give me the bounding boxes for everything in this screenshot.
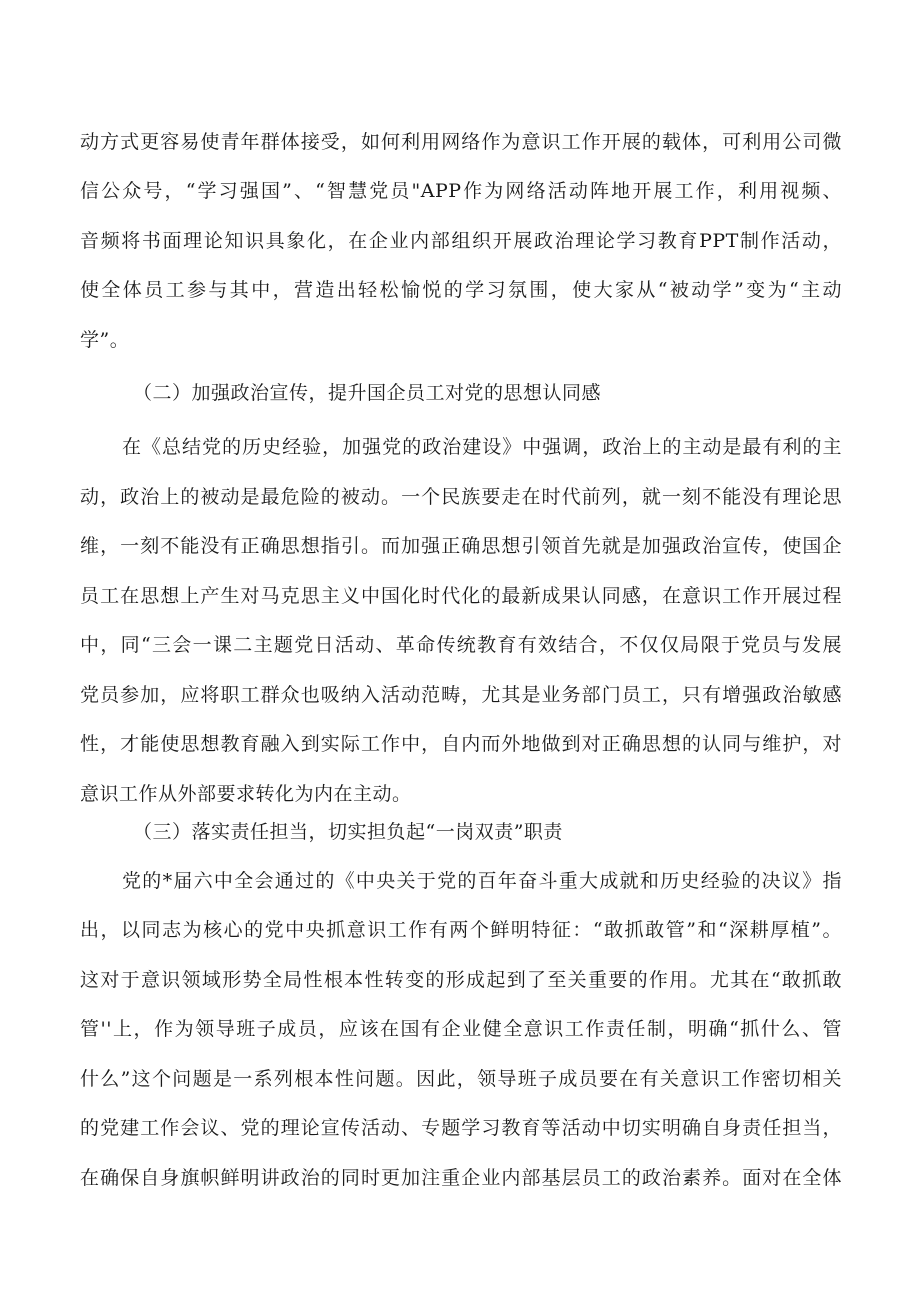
line-5: 学”。 (80, 329, 130, 351)
line-12: 党员参加，应将职工群众也吸纳入活动范畴，尤其是业务部门员工，只有增强政治敏感 (80, 684, 842, 706)
line-19: 管''上，作为领导班子成员，应该在国有企业健全意识工作责任制，明确“抓什么、管 (80, 1018, 842, 1040)
line-4: 使全体员工参与其中，营造出轻松愉悦的学习氛围，使大家从“被动学”变为“主动 (80, 279, 842, 301)
line-21: 的党建工作会议、党的理论宣传活动、专题学习教育等活动中切实明确自身责任担当， (80, 1117, 842, 1139)
line-9: 维，一刻不能没有正确思想指引。而加强正确思想引领首先就是加强政治宣传，使国企 (80, 535, 842, 557)
line-18: 这对于意识领域形势全局性根本性转变的形成起到了至关重要的作用。尤其在“敢抓敢 (80, 969, 842, 991)
line-22: 在确保自身旗帜鲜明讲政治的同时更加注重企业内部基层员工的政治素养。面对在全体 (80, 1167, 842, 1189)
line-13: 性，才能使思想教育融入到实际工作中，自内而外地做到对正确思想的认同与维护，对 (80, 733, 842, 755)
line-10: 员工在思想上产生对马克思主义中国化时代化的最新成果认同感，在意识工作开展过程 (80, 585, 842, 607)
line-1: 动方式更容易使青年群体接受，如何利用网络作为意识工作开展的载体，可利用公司微 (80, 131, 842, 153)
line-7: 在《总结党的历史经验，加强党的政治建设》中强调，政治上的主动是最有利的主 (122, 436, 842, 458)
line-16: 党的*届六中全会通过的《中央关于党的百年奋斗重大成就和历史经验的决议》指 (122, 870, 842, 892)
line-11: 中，同“三会一课二主题党日活动、革命传统教育有效结合，不仅仅局限于党员与发展 (80, 634, 842, 656)
section-heading-2: （二）加强政治宣传，提升国企员工对党的思想认同感 (133, 382, 602, 404)
line-14: 意识工作从外部要求转化为内在主动。 (80, 783, 412, 805)
line-17: 出，以同志为核心的党中央抓意识工作有两个鲜明特征：“敢抓敢管”和“深耕厚植”。 (80, 919, 842, 941)
section-heading-3: （三）落实责任担当，切实担负起“一岗双责”职责 (133, 821, 563, 843)
line-20: 什么”这个问题是一系列根本性问题。因此，领导班子成员要在有关意识工作密切相关 (80, 1068, 842, 1090)
line-3: 音频将书面理论知识具象化，在企业内部组织开展政治理论学习教育PPT制作活动， (80, 230, 842, 252)
line-8: 动，政治上的被动是最危险的被动。一个民族要走在时代前列，就一刻不能没有理论思 (80, 486, 842, 508)
line-2: 信公众号，“学习强国”、“智慧党员"APP作为网络活动阵地开展工作，利用视频、 (80, 180, 842, 202)
